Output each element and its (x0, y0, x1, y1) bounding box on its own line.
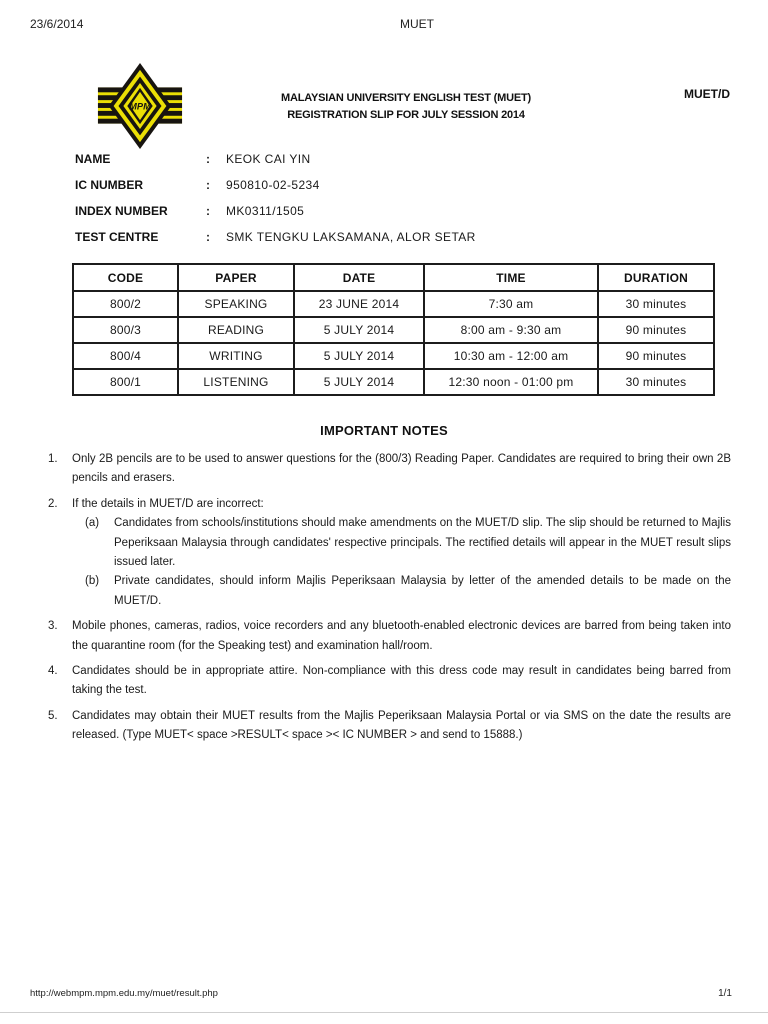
field-separator: : (206, 152, 210, 166)
schedule-table (72, 263, 715, 396)
note-item-2 (48, 495, 731, 611)
table-row (73, 291, 714, 317)
note-text: Candidates may obtain their MUET results from the Majlis Peperiksaan Malaysia Portal or via SMS on the date the results are released. (Type MUET< space >RESULT< space >< IC NUMBER > and send to 15888.) (72, 709, 731, 742)
note-text: Mobile phones, cameras, radios, voice recorders and any bluetooth-enabled electronic devices are barred from being taken into the quarantine room (for the Speaking test) and examination hall/room. (72, 620, 731, 652)
table-cell-date: 5 JULY 2014 (294, 369, 424, 395)
note-item-5 (48, 707, 731, 746)
document-title (231, 90, 581, 124)
print-footer-url: http://webmpm.mpm.edu.my/muet/result.php (30, 988, 218, 999)
note-number: 2. (48, 497, 58, 510)
note-item-1 (48, 450, 731, 489)
table-cell-paper: SPEAKING (178, 291, 294, 317)
note-item-3 (48, 617, 731, 656)
field-separator: : (206, 178, 210, 192)
table-cell-date: 5 JULY 2014 (294, 343, 424, 369)
note-text: If the details in MUET/D are incorrect: (72, 497, 264, 510)
field-name (75, 146, 476, 172)
field-ic-number (75, 172, 476, 198)
important-notes-heading: IMPORTANT NOTES (320, 423, 448, 438)
note-item-4 (48, 662, 731, 701)
field-separator: : (206, 204, 210, 218)
subnote-text: Candidates from schools/institutions should make amendments on the MUET/D slip. The slip should be returned to Majlis Peperiksaan Malaysia through candidates' respective principals. The rectified details will appear in the MUET result slips issued later. (114, 517, 731, 569)
table-cell-paper: LISTENING (178, 369, 294, 395)
table-cell-time: 10:30 am - 12:00 am (424, 343, 598, 369)
field-test-centre (75, 224, 476, 250)
table-header-time: TIME (424, 264, 598, 291)
note-number: 1. (48, 453, 58, 465)
field-value: SMK TENGKU LAKSAMANA, ALOR SETAR (226, 230, 476, 244)
document-title-line1: MALAYSIAN UNIVERSITY ENGLISH TEST (MUET) (281, 92, 531, 104)
table-row (73, 343, 714, 369)
table-row (73, 317, 714, 343)
logo-text: MPM (129, 101, 151, 112)
subnote-item-a (85, 514, 731, 572)
field-value: KEOK CAI YIN (226, 152, 311, 166)
field-label: IC NUMBER (75, 178, 143, 192)
table-header-row (73, 264, 714, 291)
note-body (72, 495, 731, 611)
table-cell-duration: 30 minutes (598, 291, 714, 317)
table-header-duration: DURATION (598, 264, 714, 291)
important-notes-list (48, 450, 731, 752)
table-header-code: CODE (73, 264, 178, 291)
table-cell-paper: READING (178, 317, 294, 343)
table-cell-code: 800/2 (73, 291, 178, 317)
table-header-paper: PAPER (178, 264, 294, 291)
table-row (73, 369, 714, 395)
table-cell-time: 7:30 am (424, 291, 598, 317)
print-footer-page-number: 1/1 (718, 988, 732, 999)
mpm-logo (97, 62, 183, 150)
candidate-details (75, 146, 476, 250)
subnote-text: Private candidates, should inform Majlis Peperiksaan Malaysia by letter of the amended details to be made on the MUET/D. (114, 575, 731, 607)
table-cell-time: 8:00 am - 9:30 am (424, 317, 598, 343)
table-cell-date: 23 JUNE 2014 (294, 291, 424, 317)
note-text: Candidates should be in appropriate attire. Non-compliance with this dress code may result in candidates being barred from taking the test. (72, 665, 731, 697)
table-cell-duration: 90 minutes (598, 343, 714, 369)
table-cell-code: 800/1 (73, 369, 178, 395)
table-cell-time: 12:30 noon - 01:00 pm (424, 369, 598, 395)
field-label: TEST CENTRE (75, 230, 159, 244)
print-header-date: 23/6/2014 (30, 17, 84, 31)
page-bottom-divider (0, 1012, 768, 1013)
field-value: 950810-02-5234 (226, 178, 320, 192)
note-number: 4. (48, 665, 58, 678)
table-cell-paper: WRITING (178, 343, 294, 369)
note-number: 5. (48, 709, 58, 722)
table-cell-code: 800/3 (73, 317, 178, 343)
note-text: Only 2B pencils are to be used to answer questions for the (800/3) Reading Paper. Candidates are required to bring their own 2B pencils and erasers. (72, 453, 731, 485)
note-number: 3. (48, 620, 58, 633)
table-cell-duration: 90 minutes (598, 317, 714, 343)
field-separator: : (206, 230, 210, 244)
table-header-date: DATE (294, 264, 424, 291)
table-cell-date: 5 JULY 2014 (294, 317, 424, 343)
subnote-marker: (b) (85, 575, 100, 588)
field-label: NAME (75, 152, 111, 166)
field-value: MK0311/1505 (226, 204, 305, 218)
form-code: MUET/D (684, 87, 730, 101)
subnote-item-b (85, 572, 731, 611)
field-label: INDEX NUMBER (75, 204, 168, 218)
print-header-title: MUET (400, 17, 434, 31)
table-cell-duration: 30 minutes (598, 369, 714, 395)
field-index-number (75, 198, 476, 224)
table-cell-code: 800/4 (73, 343, 178, 369)
subnote-marker: (a) (85, 517, 100, 530)
document-title-line2: REGISTRATION SLIP FOR JULY SESSION 2014 (287, 109, 525, 121)
